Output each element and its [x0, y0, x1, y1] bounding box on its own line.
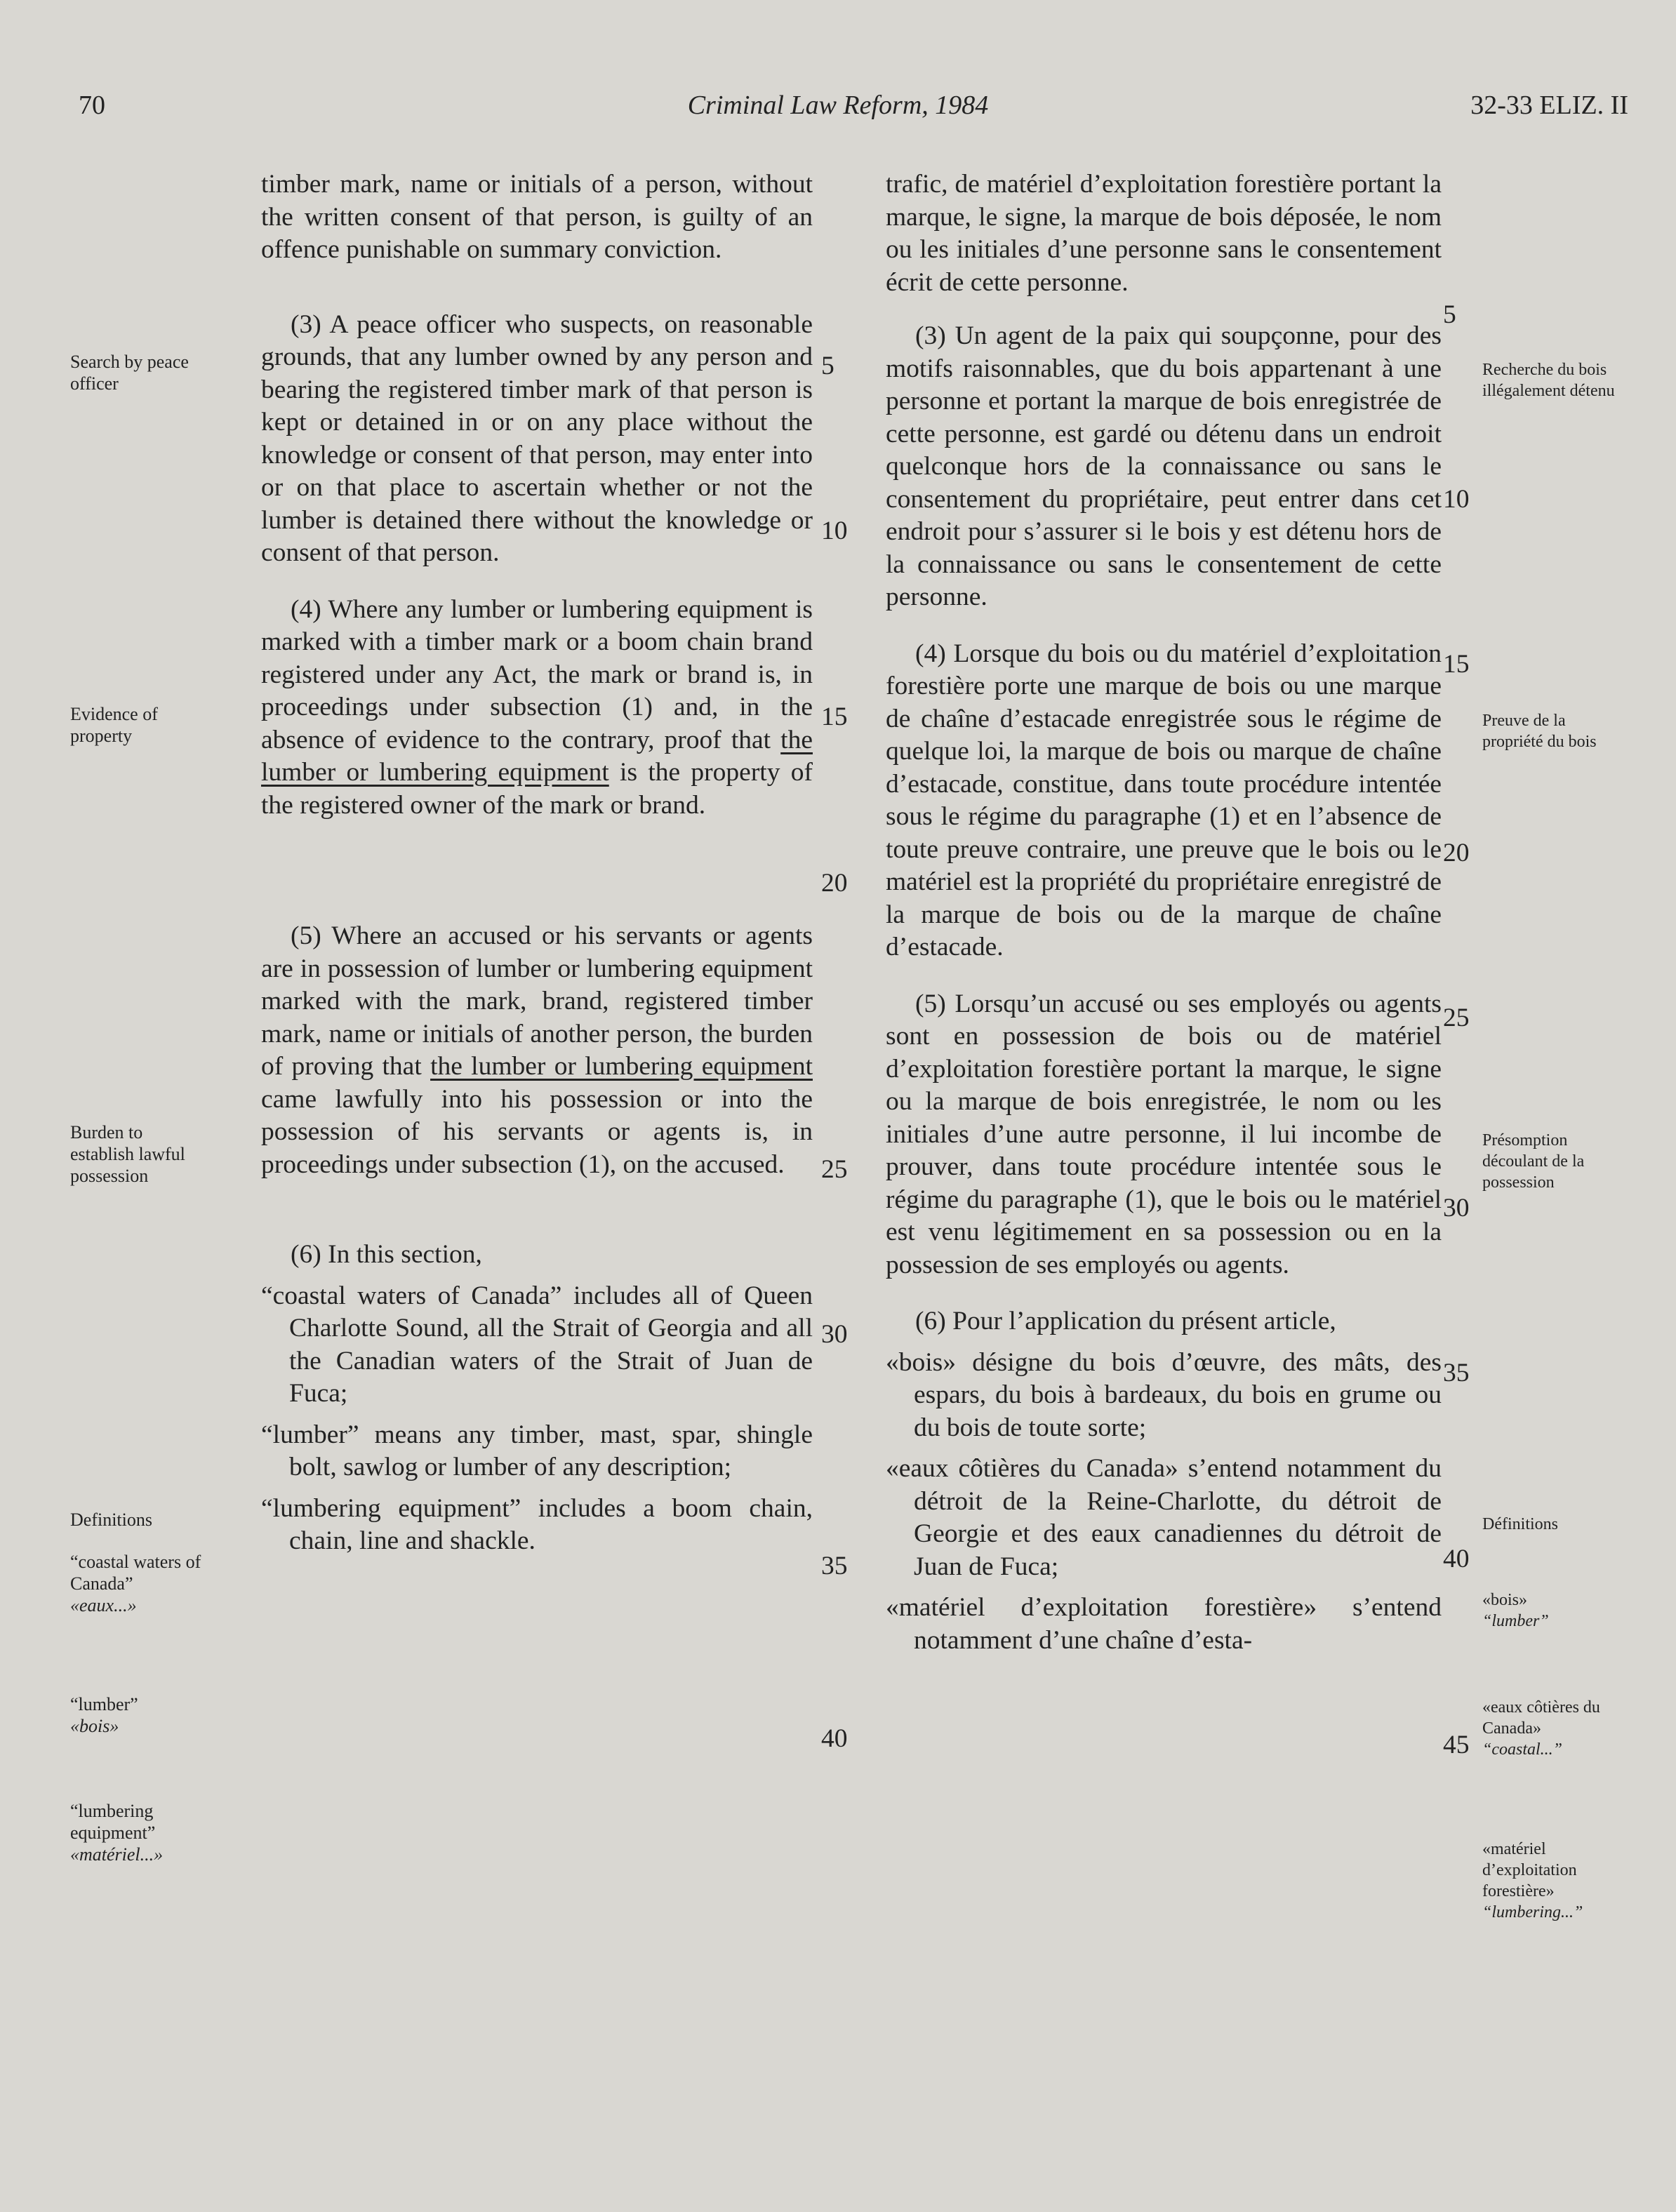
fr-def-materiel: «matériel d’exploitation forestière» s’entend notamment d’une chaîne d’esta- — [886, 1593, 1442, 1655]
line-number-en: 40 — [821, 1724, 848, 1753]
en-continuation: timber mark, name or initials of a person, without the written consent of that person, is guilty of an offence punishable on summary conviction. — [261, 170, 813, 264]
fr-subsection-4: (4) Lorsque du bois ou du matériel d’exploitation forestière porte une marque de bois ou une marque de chaîne d’estacade enregistrée sous le régime de quelque loi, la marque de bois ou marque de chaîne d’estacade, constitue, dans toute procédure intentée sous le régime du paragraphe (1) et en l’absence de toute preuve contraire, une preuve que le bois ou le matériel est la propriété du propriétaire enregistré de la marque de bois ou de la marque de chaîne d’estacade. — [886, 639, 1442, 961]
margin-note-coastal: “coastal waters of Canada” «eaux...» — [70, 1552, 201, 1615]
margin-note-burden: Burden to establish lawful possession — [70, 1122, 185, 1186]
line-number-en: 25 — [821, 1155, 848, 1184]
margin-note-bois: «bois» “lumber” — [1482, 1591, 1549, 1630]
margin-note-evidence: Evidence of property — [70, 704, 158, 746]
fr-subsection-3: (3) Un agent de la paix qui soupçonne, pour des motifs raisonnables, que du bois appartenant à une personne et portant la marque de bois enregistrée de cette personne, est gardé ou détenu dans un endroit quelconque hors de la connaissance ou sans le consentement du propriétaire, peut entrer dans cet endroit pour s’assurer si le bois y est détenu hors de la connaissance ou sans le consentement de cette personne. — [886, 321, 1442, 611]
line-number-fr: 25 — [1443, 1004, 1470, 1032]
margin-note-equipment: “lumbering equipment” «matériel...» — [70, 1801, 164, 1865]
margin-note-recherche: Recherche du bois illégalement détenu — [1482, 361, 1615, 400]
margin-note-definitions-fr: Définitions — [1482, 1515, 1558, 1533]
line-number-fr: 20 — [1443, 839, 1470, 867]
en-subsection-6: (6) In this section, — [291, 1240, 482, 1269]
english-column — [261, 168, 813, 1566]
fr-subsection-6: (6) Pour l’application du présent article, — [915, 1307, 1336, 1335]
en-subsection-5: (5) Where an accused or his servants or agents are in possession of lumber or lumbering equipment marked with the mark, brand, registered timber mark, name or initials of another person, the burden of proving that the lumber or lumbering equipment came lawfully into his possession or into the possession of his servants or agents is, in proceedings under subsection (1), on the accused. — [261, 921, 813, 1179]
margin-note-materiel: «matériel d’exploitation forestière» “lumbering...” — [1482, 1840, 1583, 1921]
line-number-fr: 45 — [1443, 1731, 1470, 1759]
margin-note-lumber: “lumber” «bois» — [70, 1694, 138, 1736]
fr-continuation: trafic, de matériel d’exploitation forestière portant la marque, le signe, la marque de bois déposée, le nom ou les initiales d’une personne sans le consentement écrit de cette personne. — [886, 170, 1442, 297]
margin-note-search: Search by peace officer — [70, 352, 189, 394]
line-number-en: 35 — [821, 1552, 848, 1580]
line-number-en: 5 — [821, 352, 834, 380]
page-number: 70 — [79, 91, 105, 120]
en-subsection-3: (3) A peace officer who suspects, on reasonable grounds, that any lumber owned by any person and bearing the registered timber mark of that person is kept or detained in or on any place without the knowledge or consent of that person, may enter into or on that place to ascertain whether or not the lumber is detained there without the knowledge or consent of that person. — [261, 309, 813, 567]
en-def-coastal-waters: “coastal waters of Canada” includes all of Queen Charlotte Sound, all the Strait of Georgia and all the Canadian waters of the Strait of Juan de Fuca; — [261, 1281, 813, 1408]
line-number-fr: 15 — [1443, 650, 1470, 679]
en-subsection-4: (4) Where any lumber or lumbering equipment is marked with a timber mark or a boom chain brand registered under any Act, the mark or brand is, in proceedings under subsection (1) and, in the absence of evidence to the contrary, proof that the lumber or lumbering equipment is the property of the registered owner of the mark or brand. — [261, 594, 813, 820]
line-number-fr: 35 — [1443, 1359, 1470, 1387]
line-number-fr: 40 — [1443, 1545, 1470, 1573]
line-number-en: 30 — [821, 1320, 848, 1349]
margin-note-preuve: Preuve de la propriété du bois — [1482, 712, 1597, 751]
en-def-lumbering-equipment: “lumbering equipment” includes a boom chain, chain, line and shackle. — [261, 1493, 813, 1555]
french-column — [886, 168, 1442, 1665]
running-title: Criminal Law Reform, 1984 — [687, 91, 989, 120]
fr-def-eaux-cotieres: «eaux côtières du Canada» s’entend notamment du détroit de la Reine-Charlotte, du détroit de Georgie et des eaux canadiennes du détroit de Juan de Fuca; — [886, 1454, 1442, 1581]
line-number-en: 15 — [821, 702, 848, 731]
margin-note-definitions: Definitions — [70, 1510, 152, 1530]
fr-subsection-5: (5) Lorsqu’un accusé ou ses employés ou agents sont en possession de bois ou de matériel d’exploitation forestière portant la marque, le signe ou la marque de bois enregistrée, le nom ou les initiales d’une autre personne, il lui incombe de prouver, dans toute procédure intentée sous le régime du paragraphe (1), que le bois ou le matériel est venu légitimement en sa possession ou en la possession de ses employés ou agents. — [886, 989, 1442, 1279]
line-number-en: 20 — [821, 869, 848, 898]
margin-note-eaux: «eaux côtières du Canada» “coastal...” — [1482, 1698, 1600, 1759]
regnal-year: 32-33 ELIZ. II — [1470, 91, 1628, 120]
line-number-en: 10 — [821, 517, 848, 545]
line-number-fr: 30 — [1443, 1194, 1470, 1222]
line-number-fr: 10 — [1443, 485, 1470, 514]
margin-note-presomption: Présomption découlant de la possession — [1482, 1131, 1585, 1192]
line-number-fr: 5 — [1443, 300, 1456, 329]
fr-def-bois: «bois» désigne du bois d’œuvre, des mâts, des espars, du bois à bardeaux, du bois en grume ou du bois de toute sorte; — [886, 1347, 1442, 1442]
en-def-lumber: “lumber” means any timber, mast, spar, shingle bolt, sawlog or lumber of any description; — [261, 1420, 813, 1481]
